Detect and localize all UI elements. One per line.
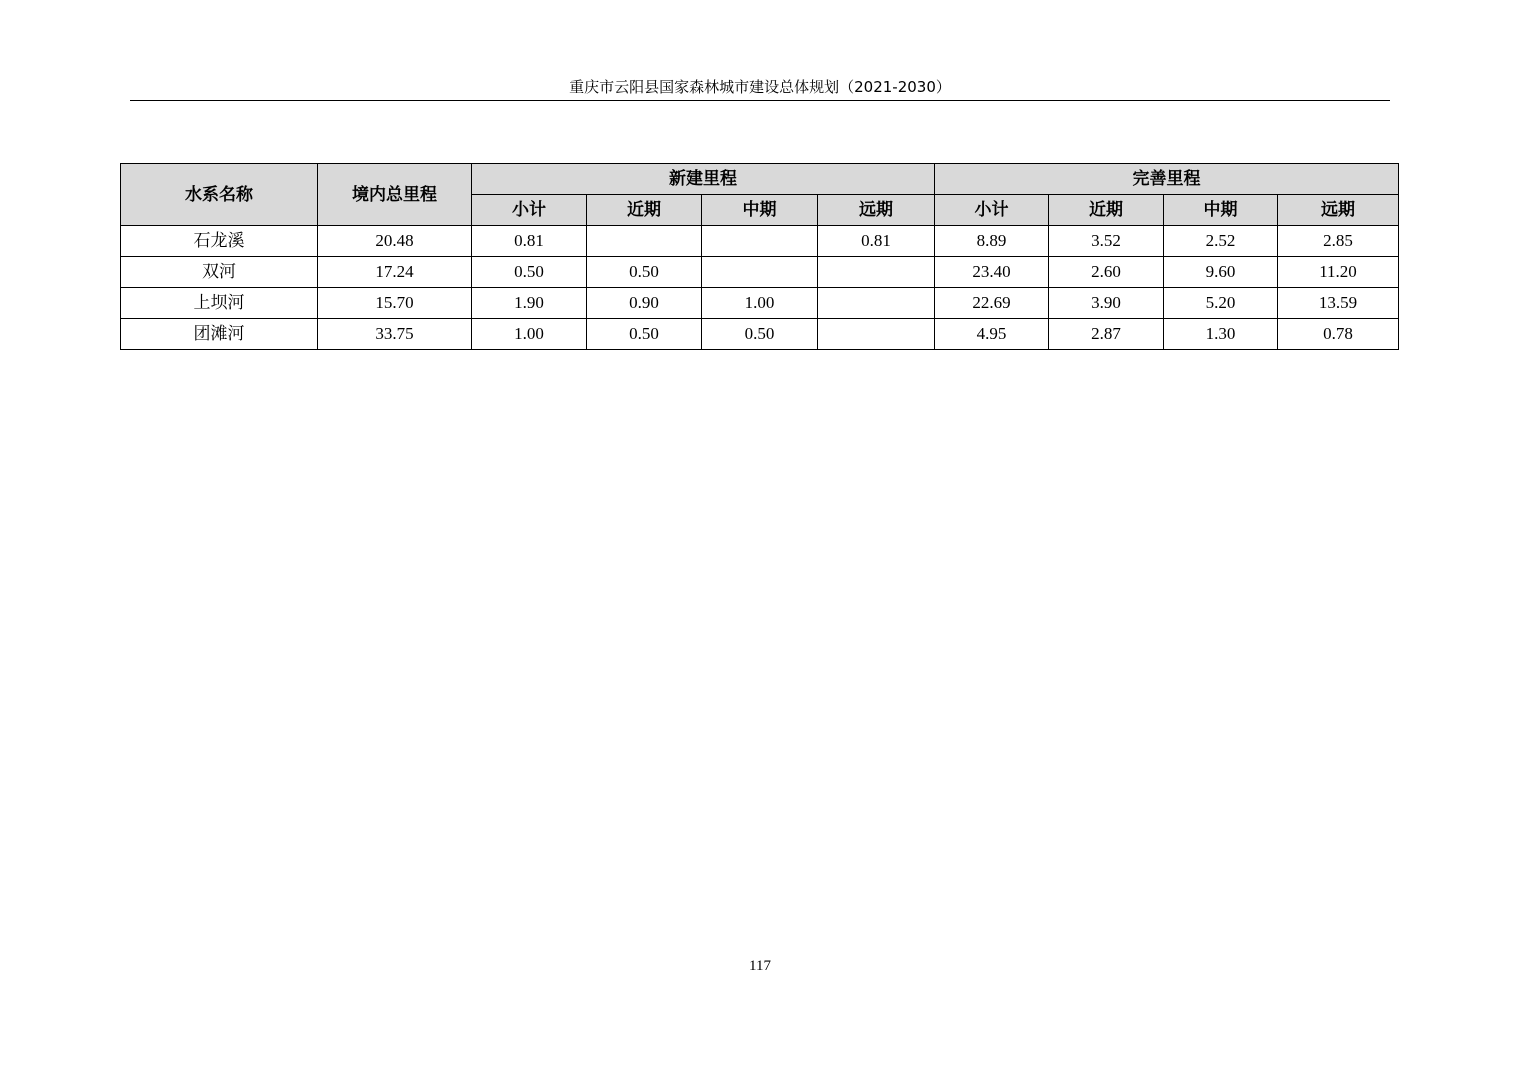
- improve-long-term-cell: 2.85: [1278, 226, 1399, 257]
- new-long-term-cell: [818, 319, 935, 350]
- improve-subtotal-cell: 8.89: [935, 226, 1049, 257]
- new-near-term-cell: 0.90: [587, 288, 702, 319]
- improve-subtotal-cell: 23.40: [935, 257, 1049, 288]
- table-row: [121, 288, 1399, 319]
- new-mid-term-cell: [702, 226, 818, 257]
- total-mileage-cell: 20.48: [318, 226, 472, 257]
- header-improve-near-term: 近期: [1049, 195, 1164, 226]
- table-row: [121, 257, 1399, 288]
- new-long-term-cell: [818, 257, 935, 288]
- header-new-mileage: 新建里程: [472, 164, 935, 195]
- improve-near-term-cell: 2.60: [1049, 257, 1164, 288]
- header-improve-mileage: 完善里程: [935, 164, 1399, 195]
- total-mileage-cell: 17.24: [318, 257, 472, 288]
- improve-long-term-cell: 13.59: [1278, 288, 1399, 319]
- new-long-term-cell: [818, 288, 935, 319]
- new-mid-term-cell: [702, 257, 818, 288]
- header-row-main: [121, 164, 1399, 195]
- header-new-mid-term: 中期: [702, 195, 818, 226]
- header-new-subtotal: 小计: [472, 195, 587, 226]
- river-name-cell: 双河: [121, 257, 318, 288]
- improve-subtotal-cell: 4.95: [935, 319, 1049, 350]
- river-mileage-table: [120, 163, 1399, 350]
- river-name-cell: 上坝河: [121, 288, 318, 319]
- header-river-name: 水系名称: [121, 164, 318, 226]
- new-subtotal-cell: 0.50: [472, 257, 587, 288]
- new-subtotal-cell: 1.00: [472, 319, 587, 350]
- header-improve-subtotal: 小计: [935, 195, 1049, 226]
- improve-subtotal-cell: 22.69: [935, 288, 1049, 319]
- header-improve-long-term: 远期: [1278, 195, 1399, 226]
- document-title: 重庆市云阳县国家森林城市建设总体规划（2021-2030）: [569, 78, 951, 96]
- improve-mid-term-cell: 5.20: [1164, 288, 1278, 319]
- improve-near-term-cell: 3.90: [1049, 288, 1164, 319]
- header-total-mileage: 境内总里程: [318, 164, 472, 226]
- new-long-term-cell: 0.81: [818, 226, 935, 257]
- improve-mid-term-cell: 2.52: [1164, 226, 1278, 257]
- table-row: [121, 319, 1399, 350]
- improve-near-term-cell: 3.52: [1049, 226, 1164, 257]
- improve-long-term-cell: 0.78: [1278, 319, 1399, 350]
- new-near-term-cell: 0.50: [587, 319, 702, 350]
- header-new-long-term: 远期: [818, 195, 935, 226]
- improve-long-term-cell: 11.20: [1278, 257, 1399, 288]
- table-row: [121, 226, 1399, 257]
- river-name-cell: 团滩河: [121, 319, 318, 350]
- header-improve-mid-term: 中期: [1164, 195, 1278, 226]
- total-mileage-cell: 15.70: [318, 288, 472, 319]
- new-mid-term-cell: 0.50: [702, 319, 818, 350]
- new-subtotal-cell: 0.81: [472, 226, 587, 257]
- page-number: 117: [749, 958, 771, 974]
- improve-mid-term-cell: 9.60: [1164, 257, 1278, 288]
- header-new-near-term: 近期: [587, 195, 702, 226]
- page-header: [130, 76, 1390, 101]
- improve-mid-term-cell: 1.30: [1164, 319, 1278, 350]
- new-subtotal-cell: 1.90: [472, 288, 587, 319]
- new-near-term-cell: [587, 226, 702, 257]
- river-name-cell: 石龙溪: [121, 226, 318, 257]
- total-mileage-cell: 33.75: [318, 319, 472, 350]
- improve-near-term-cell: 2.87: [1049, 319, 1164, 350]
- new-mid-term-cell: 1.00: [702, 288, 818, 319]
- new-near-term-cell: 0.50: [587, 257, 702, 288]
